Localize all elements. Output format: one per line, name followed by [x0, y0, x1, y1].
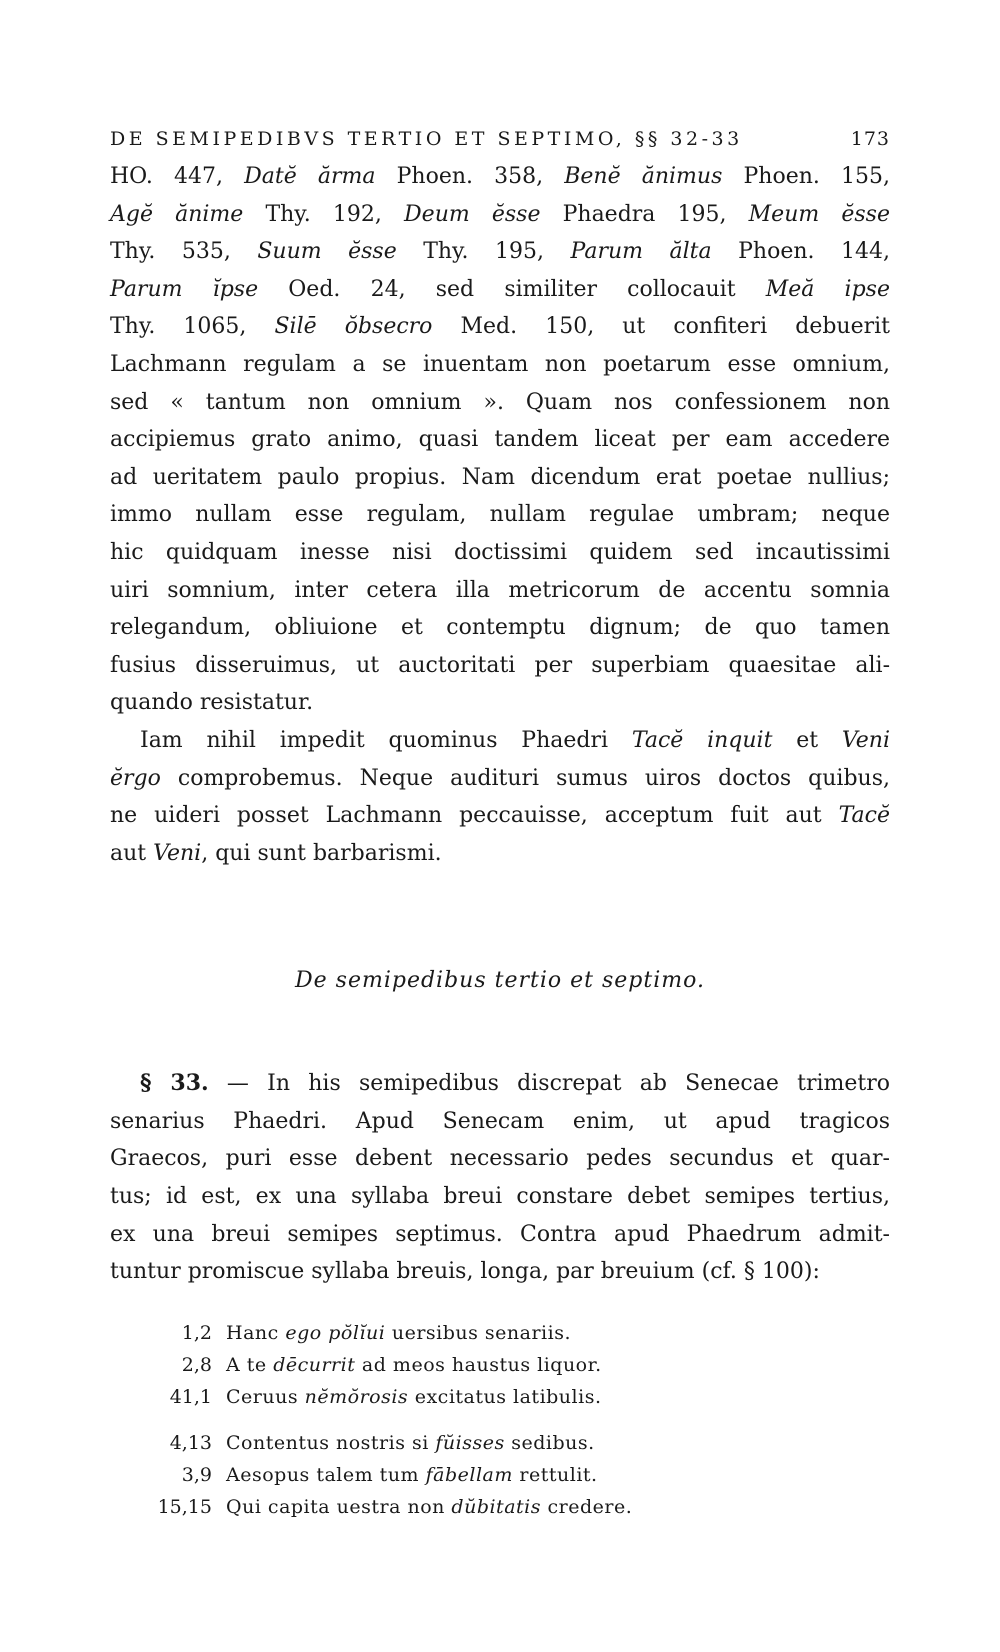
- text-line: [110, 797, 890, 835]
- book-page: [110, 128, 890, 1537]
- paragraph-section-33: [110, 1065, 890, 1291]
- italic-word: Parum ălta: [570, 239, 712, 265]
- text-run: uiri somnium, inter cetera illa metricorum de accentu somnia: [110, 577, 890, 603]
- verse-text: [226, 1491, 632, 1523]
- example-line: [110, 1491, 890, 1523]
- fable-reference: 3,9: [181, 1463, 212, 1486]
- text-run: Phaedra 195,: [540, 201, 749, 227]
- italic-word: fābellam: [425, 1463, 513, 1486]
- text-run: quando resistatur.: [110, 690, 314, 716]
- text-line: [110, 421, 890, 459]
- text-run: rettulit.: [512, 1463, 598, 1486]
- example-line: [110, 1317, 890, 1349]
- text-run: Lachmann regulam a se inuentam non poetarum esse omnium,: [110, 351, 890, 377]
- text-run: accipiemus grato animo, quasi tandem liceat per eam accedere: [110, 427, 890, 453]
- text-run: — In his semipedibus discrepat ab Senecae trimetro: [208, 1071, 890, 1097]
- example-group: [110, 1317, 890, 1413]
- fable-reference: 15,15: [157, 1495, 212, 1518]
- section-mark: § 33.: [140, 1070, 209, 1097]
- verse-text: [226, 1459, 598, 1491]
- example-line: [110, 1381, 890, 1413]
- italic-word: Meă ipse: [765, 276, 890, 302]
- text-line: [110, 835, 890, 873]
- text-run: fusius disseruimus, ut auctoritati per superbiam quaesitae ali-: [110, 652, 890, 678]
- running-head-title: DE SEMIPEDIBVS TERTIO ET SEPTIMO, §§ 32-33: [110, 128, 743, 150]
- italic-word: Suum ĕsse: [257, 239, 397, 265]
- example-line: [110, 1427, 890, 1459]
- text-line: [110, 384, 890, 422]
- italic-word: Agĕ ănime: [110, 201, 244, 227]
- verse-text: [226, 1427, 595, 1459]
- text-run: hic quidquam inesse nisi doctissimi quidem sed incautissimi: [110, 539, 890, 565]
- text-run: Aesopus talem tum: [226, 1463, 426, 1486]
- section-heading: De semipedibus tertio et septimo.: [295, 968, 705, 994]
- example-line: [110, 1459, 890, 1491]
- text-run: tuntur promiscue syllaba breuis, longa, par breuium (cf. § 100):: [110, 1259, 820, 1285]
- text-line: [110, 609, 890, 647]
- text-run: tus; id est, ex una syllaba breui constare debet semipes tertius,: [110, 1184, 890, 1210]
- text-run: ne uideri posset Lachmann peccauisse, acceptum fuit aut: [110, 803, 839, 829]
- running-head: [110, 128, 890, 150]
- text-line: [110, 572, 890, 610]
- text-line: [110, 158, 890, 196]
- text-run: ad meos haustus liquor.: [355, 1353, 602, 1376]
- verse-text: [226, 1381, 602, 1413]
- text-line: [110, 722, 890, 760]
- text-line: [110, 647, 890, 685]
- text-run: HO. 447,: [110, 164, 245, 189]
- text-run: Contentus nostris si: [226, 1431, 436, 1454]
- fable-reference: 1,2: [181, 1321, 212, 1344]
- example-line: [110, 1349, 890, 1381]
- text-run: Thy. 1065,: [110, 314, 275, 340]
- text-run: aut: [110, 840, 154, 866]
- text-run: senarius Phaedri. Apud Senecam enim, ut apud tragicos: [110, 1108, 890, 1134]
- verse-text: [226, 1349, 602, 1381]
- text-line: [110, 1178, 890, 1216]
- fable-reference: 41,1: [169, 1385, 212, 1408]
- verse-text: [226, 1317, 571, 1349]
- text-run: uersibus senariis.: [385, 1321, 572, 1344]
- text-line: [110, 1140, 890, 1178]
- text-line: [110, 233, 890, 271]
- example-group: [110, 1427, 890, 1523]
- text-run: credere.: [541, 1495, 633, 1518]
- italic-word: Meum ĕsse: [748, 201, 890, 227]
- italic-word: Veni: [153, 840, 202, 866]
- italic-word: Benĕ ănimus: [564, 164, 723, 189]
- text-run: Phoen. 155,: [722, 164, 890, 189]
- text-line: [110, 534, 890, 572]
- text-run: Thy. 192,: [243, 201, 405, 227]
- text-run: Graecos, puri esse debent necessario pedes secundus et quar-: [110, 1146, 890, 1172]
- text-run: ex una breui semipes septimus. Contra apud Phaedrum admit-: [110, 1221, 890, 1247]
- text-line: [110, 1216, 890, 1254]
- text-run: immo nullam esse regulam, nullam regulae umbram; neque: [110, 502, 890, 528]
- text-run: excitatus latibulis.: [408, 1385, 602, 1408]
- italic-word: Tacĕ inquit: [631, 727, 773, 753]
- text-run: Thy. 195,: [396, 239, 571, 265]
- text-run: Qui capita uestra non: [226, 1495, 452, 1518]
- text-line: [110, 196, 890, 234]
- italic-word: Datĕ ărma: [244, 164, 376, 189]
- text-run: Phoen. 358,: [375, 164, 565, 189]
- text-line: [110, 1103, 890, 1141]
- text-run: et: [772, 727, 842, 753]
- paragraph-accent-discussion: [110, 158, 890, 722]
- text-line: [110, 308, 890, 346]
- text-run: , qui sunt barbarismi.: [201, 840, 442, 866]
- text-run: Iam nihil impedit quominus Phaedri: [140, 727, 632, 753]
- italic-word: nĕmŏrosis: [304, 1385, 409, 1408]
- text-run: Oed. 24, sed similiter collocauit: [258, 276, 766, 302]
- text-run: Ceruus: [226, 1385, 305, 1408]
- italic-word: Veni: [841, 727, 890, 753]
- italic-word: dēcurrit: [273, 1353, 356, 1376]
- text-run: comprobemus. Neque audituri sumus uiros doctos quibus,: [160, 765, 890, 791]
- verse-examples: [110, 1317, 890, 1523]
- paragraph-phaedri-examples: [110, 722, 890, 872]
- italic-word: fŭisses: [435, 1431, 505, 1454]
- text-run: Hanc: [226, 1321, 286, 1344]
- italic-word: ego pŏlĭui: [285, 1321, 386, 1344]
- text-line: [110, 346, 890, 384]
- text-run: relegandum, obliuione et contemptu dignum; de quo tamen: [110, 615, 890, 641]
- italic-word: ĕrgo: [110, 765, 161, 791]
- text-run: A te: [226, 1353, 274, 1376]
- text-line: [110, 1065, 890, 1103]
- text-line: [110, 271, 890, 309]
- text-run: Phoen. 144,: [711, 239, 890, 265]
- italic-word: Tacĕ: [838, 803, 890, 829]
- text-line: [110, 684, 890, 722]
- text-run: sedibus.: [504, 1431, 595, 1454]
- page-number: 173: [850, 128, 890, 150]
- italic-word: Silē ŏbsecro: [274, 314, 433, 340]
- italic-word: Parum ĭpse: [110, 276, 259, 302]
- fable-reference: 4,13: [169, 1431, 212, 1454]
- text-run: sed « tantum non omnium ». Quam nos confessionem non: [110, 389, 890, 415]
- text-line: [110, 1253, 890, 1291]
- text-run: Thy. 535,: [110, 239, 258, 265]
- italic-word: Deum ĕsse: [404, 201, 541, 227]
- text-line: [110, 760, 890, 798]
- fable-reference: 2,8: [181, 1353, 212, 1376]
- text-line: [110, 459, 890, 497]
- text-run: ad ueritatem paulo propius. Nam dicendum erat poetae nullius;: [110, 464, 890, 490]
- italic-word: dŭbitatis: [451, 1495, 541, 1518]
- text-line: [110, 496, 890, 534]
- text-run: Med. 150, ut confiteri debuerit: [432, 314, 890, 340]
